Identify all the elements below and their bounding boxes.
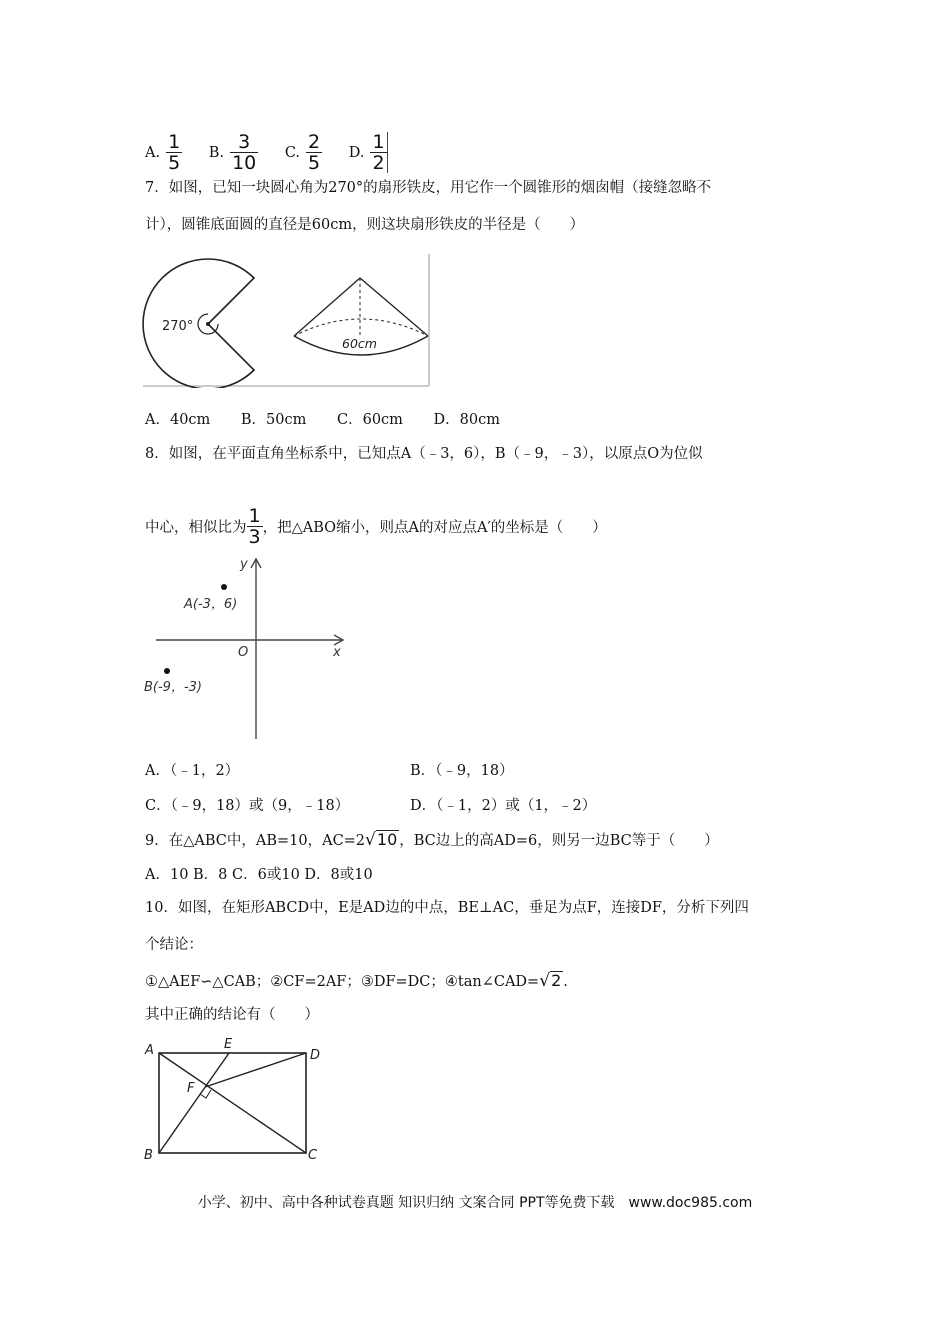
cone-base-back [294,319,428,336]
segment-be [159,1053,229,1153]
q10-text-line1: 10．如图，在矩形ABCD中，E是AD边的中点，BE⊥AC，垂足为点F，连接DF，分析下列四 [145,900,749,916]
vertex-a-label: A [145,1043,154,1058]
q7-options [145,410,500,430]
q7-text-line2: 计），圆锥底面圆的直径是60cm，则这块扇形铁皮的半径是（ ） [145,217,585,233]
sector-center [206,322,210,326]
sqrt-value: 2 [551,971,562,990]
origin-label: O [238,645,249,660]
fraction: $\frac{2}{5}$ [308,131,321,174]
sector-angle-label: 270° [162,319,194,334]
point-b [164,668,170,674]
cone-slant-right [360,278,428,336]
cone-diameter-label: 60cm [342,336,377,351]
q7-option-a: A．40cm [145,412,211,428]
q10-rectangle-figure [140,1035,330,1165]
fraction: $\frac{1}{2}$ [370,132,387,173]
vertex-d-label: D [310,1048,321,1063]
q8-option-d: D．（﹣1，2）或（1，﹣2） [410,798,597,814]
fraction: $\frac{1}{5}$ [168,131,181,174]
q8-text-line2: 中心，相似比为 $\frac{1}{3}$ ，把△ABO缩小，则点A的对应点A′的坐标是（ ） [145,505,607,548]
q8-coordinate-figure [142,552,352,742]
q7-figure [140,252,432,388]
y-axis-label: y [240,557,248,572]
q7-option-d: D．80cm [433,412,500,428]
segment-df [205,1053,306,1087]
q9-text: 9．在△ABC中，AB=10，AC=2√10 ，BC边上的高AD=6，则另一边BC等于（ ） [145,830,719,850]
q8-option-a: A．（﹣1，2） [145,763,240,779]
sqrt-value: 10 [376,830,398,849]
diagonal-ac [159,1053,306,1153]
point-a [221,584,227,590]
q8-option-c: C．（﹣9，18）或（9，﹣18） [145,798,350,814]
vertex-b-label: B [144,1148,153,1163]
page-footer: 小学、初中、高中各种试卷真题 知识归纳 文案合同 PPT等免费下载 www.doc985.com [197,1195,753,1211]
q6-option-d: D. $\frac{1}{2}$ [349,132,388,173]
q10-conclusions: ①△AEF∽△CAB；②CF=2AF；③DF=DC；④tan∠CAD=√2 . [145,971,568,991]
point-e-label: E [224,1037,233,1052]
q7-text-line1: 7．如图，已知一块圆心角为270°的扇形铁皮，用它作一个圆锥形的烟囱帽（接缝忽略不 [145,180,712,196]
q8-text-line1: 8．如图，在平面直角坐标系中，已知点A（﹣3，6），B（﹣9，﹣3），以原点O为位似 [145,446,703,462]
fraction: $\frac{3}{10}$ [232,131,257,174]
q10-question: 其中正确的结论有（ ） [145,1007,319,1023]
q8-option-b: B．（﹣9，18） [410,763,514,779]
sqrt-icon: √ [539,971,551,991]
x-axis-label: x [333,645,341,660]
q7-option-b: B．50cm [240,412,307,428]
q9-options: A．10 B．8 C．6或10 D．8或10 [145,867,373,883]
q6-option-a: A. $\frac{1}{5}$ [145,131,181,174]
point-a-label: A(-3，6) [184,597,238,612]
q7-option-c: C．60cm [337,412,403,428]
cone-slant-left [294,278,360,336]
point-f-label: F [187,1081,195,1096]
q6-option-b: B. $\frac{3}{10}$ [208,131,257,174]
q10-text-line2: 个结论： [145,937,203,953]
sqrt-icon: √ [365,830,376,850]
q6-option-c: C. $\frac{2}{5}$ [284,131,321,174]
point-b-label: B(-9，-3) [144,680,202,695]
ratio-fraction: $\frac{1}{3}$ [248,505,261,548]
vertex-c-label: C [308,1148,318,1163]
q6-options [145,132,388,173]
